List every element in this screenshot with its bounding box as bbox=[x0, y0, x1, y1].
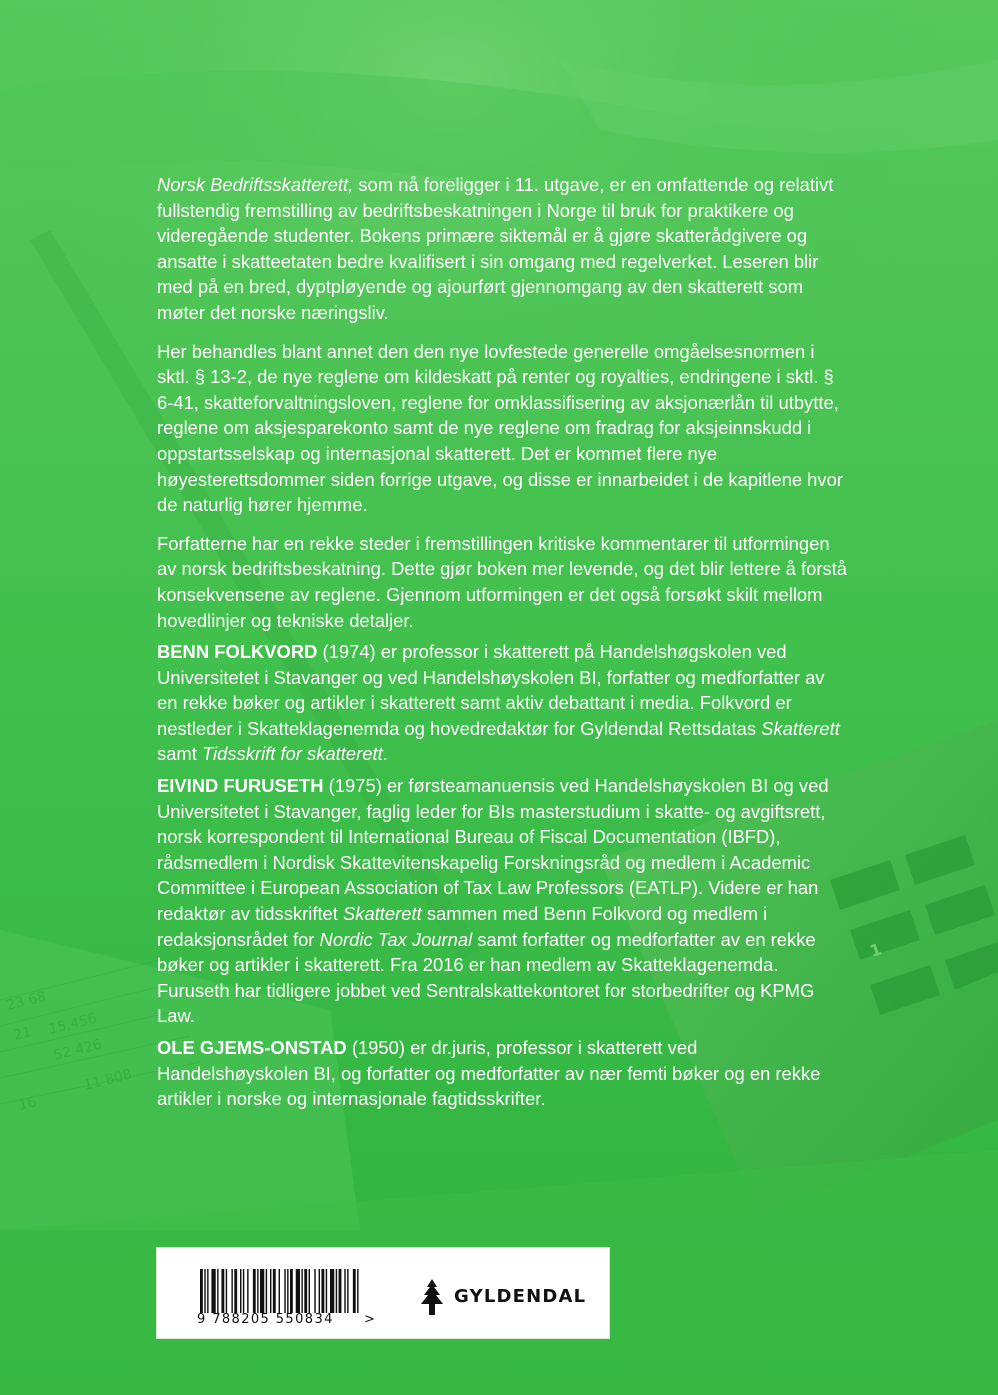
description-paragraph-3: Forfatterne har en rekke steder i fremstillingen kritiske kommentarer til utformingen av norsk bedriftsbeskatning. Dette gjør boken mer levende, og det blir lettere å forstå konsekvensene av reglene. Gjennom utformingen er det også forsøkt skilt mellom hovedlinjer og tekniske detaljer. bbox=[157, 532, 848, 631]
author-bio-text: samt forfatter og medforfatter av en rekke bøker og artikler i skatterett. Fra 2016 er han medlem av Skatteklagenemda. Furuseth har tidligere jobbet ved Sentralskattekontoret for storbedrifter og KPMG Law. bbox=[157, 928, 816, 1027]
publisher-name: GYLDENDAL bbox=[454, 1286, 587, 1307]
author-bio-text: (1975) er førsteamanuensis ved Handelshøyskolen BI og ved Universitetet i Stavanger, faglig leder for BIs masterstudium i skatte- og avgiftsrett, norsk korrespondent til International Bureau of Fiscal Documentation (IBFD), rådsmedlem i Nordisk Skattevitenskapelig Forskningsråd og medlem i Academic Committee i European Association of Tax Law Professors (EATLP). Videre er han redaktør av tidsskriftet bbox=[157, 775, 829, 925]
journal-title: Skatterett bbox=[343, 903, 422, 925]
author-bio-text: samt bbox=[157, 743, 202, 765]
bg-key-number: 1 bbox=[867, 939, 884, 961]
author-bio-folkvord bbox=[157, 639, 847, 767]
isbn-arrow: > bbox=[364, 1312, 375, 1327]
author-bio-text: . bbox=[382, 743, 388, 765]
author-bio-text: (1974) er professor i skatterett på Handelshøgskolen ved Universitetet i Stavanger og ved Handelshøyskolen BI, forfatter og medforfatter av en rekke bøker og artikler i skatterett samt aktiv debattant i media. Folkvord er nestleder i Skatteklagenemda og hovedredaktør for Gyldendal Rettsdatas bbox=[157, 641, 825, 739]
author-bio-text: sammen med Benn Folkvord og medlem i redaksjonsrådet for bbox=[157, 903, 768, 950]
isbn-digits: 9 788205 550834 bbox=[197, 1312, 334, 1327]
bg-figure-3: 52 426 bbox=[52, 1036, 104, 1064]
author-bio-gjems-onstad bbox=[157, 1035, 847, 1112]
description-p1-text: som nå foreligger i 11. utgave, er en omfattende og relativt fullstendig fremstilling av bedriftsbeskatningen i Norge til bruk for praktikere og videregående studenter. Bokens primære siktemål er å gjøre skatterådgivere og ansatte i skatteetaten bedre kvalifisert i sin omgang med regelverket. Leseren blir med på en bred, dyptpløyende og ajourført gjennomgang av den skatterett som møter det norske næringsliv. bbox=[157, 174, 834, 323]
bg-figure-6: 16 bbox=[17, 1094, 39, 1114]
description-paragraph-1 bbox=[157, 172, 847, 326]
journal-title: Skatterett bbox=[761, 717, 840, 739]
bg-figure-2: 15,456 bbox=[47, 1010, 99, 1038]
author-bio-furuseth bbox=[157, 773, 847, 1029]
author-name: OLE GJEMS-ONSTAD bbox=[157, 1037, 347, 1058]
spruce-tree-icon bbox=[415, 1278, 449, 1316]
back-cover-text bbox=[157, 172, 847, 1118]
author-bio-text: (1950) er dr.juris, professor i skatterett ved Handelshøyskolen BI, og forfatter og medforfatter av nær femti bøker og en rekke artikler i norske og internasjonale fagtidsskrifter. bbox=[157, 1037, 821, 1110]
book-title-italic: Norsk Bedriftsskatterett, bbox=[157, 174, 354, 195]
journal-title: Tidsskrift for skatterett bbox=[201, 743, 383, 765]
author-name: EIVIND FURUSETH bbox=[157, 775, 324, 797]
bg-figure-1: 23 68 bbox=[5, 988, 48, 1014]
author-name: BENN FOLKVORD bbox=[157, 641, 318, 663]
bg-figure-5: 21 bbox=[12, 1024, 34, 1044]
bg-figure-4: 11 808 bbox=[82, 1066, 134, 1094]
description-paragraph-2: Her behandles blant annet den den nye lovfestede generelle omgåelsesnormen i sktl. § 13-2, de nye reglene om kildeskatt på renter og royalties, endringene i sktl. § 6-41, skatteforvaltningsloven, reglene for omklassifisering av aksjonærlån til utbytte, reglene om aksjesparekonto samt de nye reglene om fradrag for aksjeinnskudd i oppstartsselskap og internasjonal skatterett. Det er kommet flere nye høyesterettsdommer siden forrige utgave, og disse er innarbeidet i de kapitlene hvor de naturlig hører hjemme. bbox=[157, 340, 843, 516]
isbn-barcode bbox=[200, 1269, 360, 1313]
journal-title: Nordic Tax Journal bbox=[319, 928, 473, 950]
barcode-publisher-box bbox=[156, 1247, 610, 1339]
